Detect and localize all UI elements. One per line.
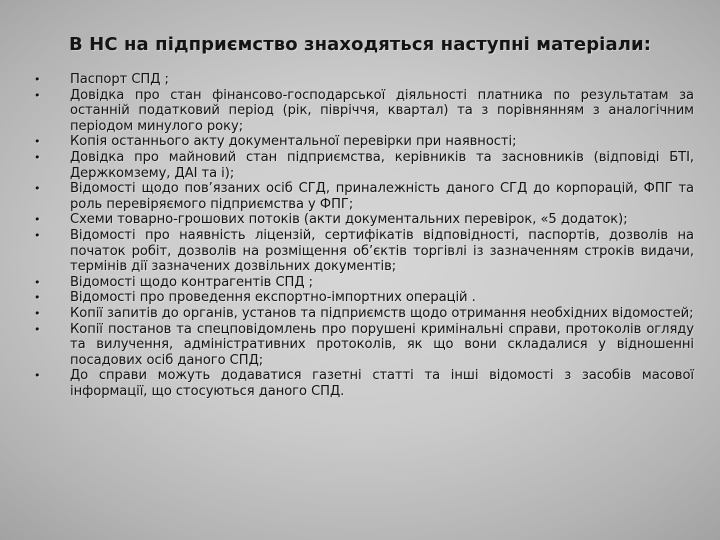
list-item-text: Копії постанов та спецповідомлень про порушені кримінальні справи, протоколів огляду та вилучення, адміністративних протоколів, як що вони складалися у відношенні посадових осіб даного СПД;	[70, 321, 694, 368]
bullet-icon: •	[34, 291, 41, 305]
list-item-text: До справи можуть додаватися газетні статті та інші відомості з засобів масової інформації, що стосуються даного СПД.	[70, 368, 694, 399]
list-item-text: Паспорт СПД ;	[70, 72, 169, 87]
list-item	[34, 181, 694, 212]
list-item-text: Відомості щодо контрагентів СПД ;	[70, 274, 313, 290]
bullet-icon: •	[34, 88, 41, 102]
list-item	[34, 290, 694, 306]
list-item	[34, 306, 694, 322]
bullet-icon: •	[34, 135, 41, 149]
bullet-icon: •	[34, 369, 41, 383]
list-item	[34, 134, 694, 150]
list-item-text: Відомості щодо пов’язаних осіб СГД, приналежність даного СГД до корпорацій, ФПГ та роль перевіряємого підприємства у ФПГ;	[70, 181, 694, 212]
bullet-icon: •	[34, 213, 41, 227]
list-item-text: Відомості про проведення експортно-імпортних операцій .	[70, 290, 476, 306]
list-item-text: Схеми товарно-грошових потоків (акти документальних перевірок, «5 додаток);	[70, 212, 628, 228]
list-item	[34, 228, 694, 275]
bullet-icon: •	[34, 73, 41, 86]
list-item-text: Довідка про стан фінансово-господарської діяльності платника по результатам за останній податковий період (рік, півріччя, квартал) та з порівнянням з аналогічним періодом минулого року;	[70, 87, 694, 134]
list-item	[34, 275, 694, 291]
list-item-text: Копії запитів до органів, установ та підприємств щодо отримання необхідних відомостей;	[70, 305, 694, 321]
bullet-icon: •	[34, 182, 41, 196]
list-item-text: Відомості про наявність ліцензій, сертифікатів відповідності, паспортів, дозволів на початок робіт, дозволів на розміщення об’єктів торгівлі із зазначенням строків видачи, термінів дії зазначених дозвільних документів;	[70, 227, 694, 275]
list-item	[34, 212, 694, 228]
materials-list	[34, 72, 694, 399]
bullet-icon: •	[34, 150, 41, 164]
list-item	[34, 72, 694, 88]
list-item	[34, 368, 694, 399]
slide-title: В НС на підприємство знаходяться наступні матеріали:	[68, 34, 651, 55]
list-item	[34, 322, 694, 369]
list-item-text: Копія останнього акту документальної перевірки при наявності;	[70, 134, 517, 150]
bullet-icon: •	[34, 306, 41, 320]
bullet-icon: •	[34, 228, 41, 242]
list-item	[34, 88, 694, 135]
list-item-text: Довідка про майновий стан підприємства, керівників та засновників (відповіді БТІ, Держкомзему, ДАІ та і);	[70, 149, 694, 181]
list-item	[34, 150, 694, 181]
bullet-icon: •	[34, 275, 41, 289]
bullet-icon: •	[34, 322, 41, 336]
